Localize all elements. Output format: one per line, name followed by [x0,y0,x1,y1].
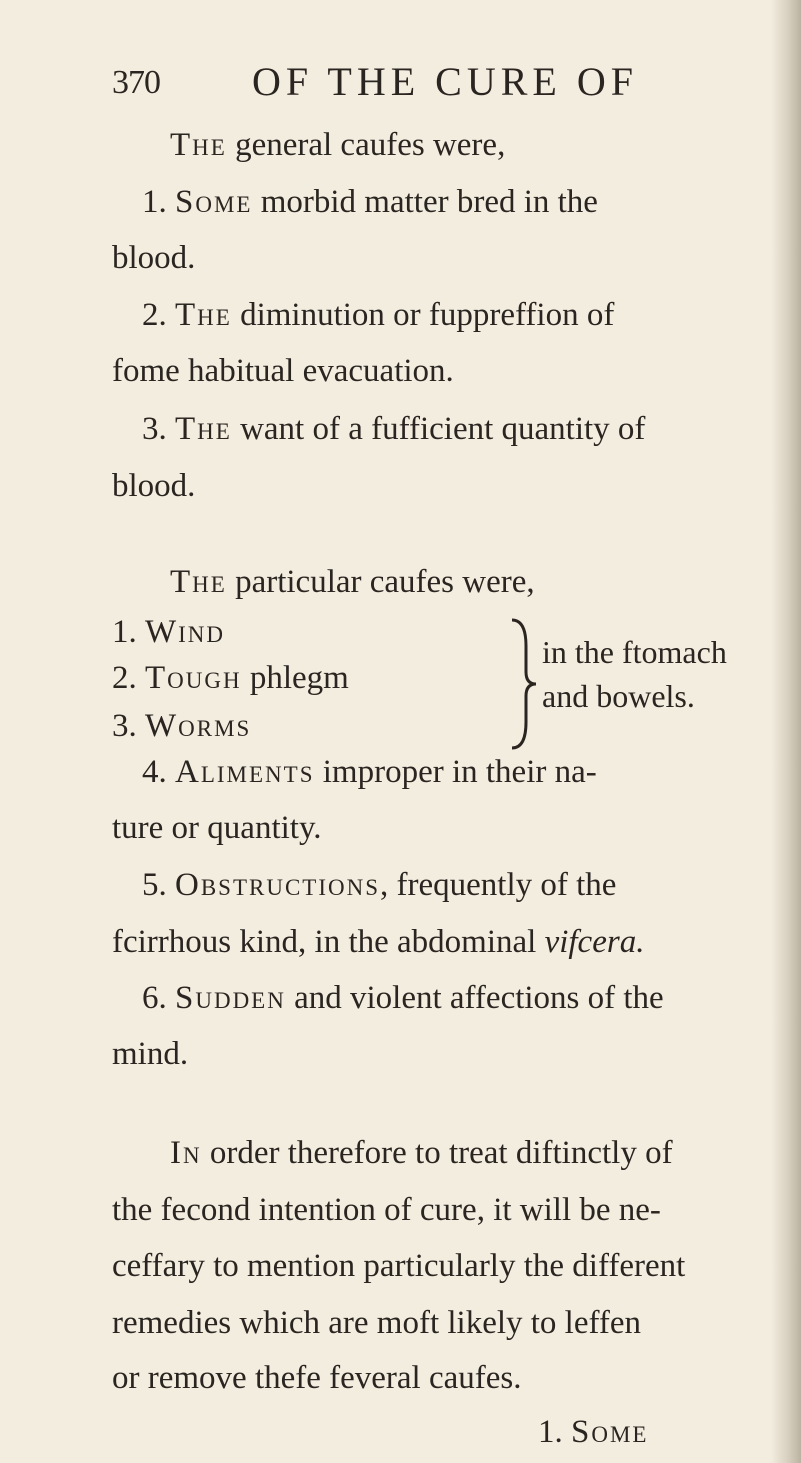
general-item-2-cont: fome habitual evacuation. [112,353,454,389]
closing-line-4: remedies which are moft likely to leffen [112,1305,642,1341]
general-item-3-cont: blood. [112,468,196,504]
general-item-1-cont: blood. [112,240,196,276]
closing-line-5: or remove thefe feveral caufes. [112,1360,522,1396]
closing-line-2: the fecond intention of cure, it will be ne- [112,1192,661,1228]
particular-item-1: 1. Wind [112,614,226,650]
general-item-1: 1. Some morbid matter bred in the [142,184,598,220]
particular-item-6-cont: mind. [112,1036,189,1072]
particular-intro: The particular caufes were, [170,564,535,600]
general-item-3: 3. The want of a fufficient quantity of [142,411,646,447]
closing-line-1: In order therefore to treat diftinctly of [170,1135,673,1171]
particular-item-6: 6. Sudden and violent affections of the [142,980,664,1016]
brace-text-1: in the ftomach [542,634,727,670]
particular-item-3: 3. Worms [112,708,252,744]
particular-item-5: 5. Obstructions, frequently of the [142,867,617,903]
page-header [112,58,752,108]
catchword: 1. Some [538,1414,649,1450]
general-intro: The general caufes were, [170,127,506,163]
particular-item-4: 4. Aliments improper in their na- [142,754,597,790]
general-item-2: 2. The diminution or fuppreffion of [142,297,615,333]
running-head: OF THE CURE OF [252,59,638,104]
particular-item-2: 2. Tough phlegm [112,660,349,696]
particular-item-5-cont: fcirrhous kind, in the abdominal vifcera. [112,924,645,960]
curly-brace [508,616,538,752]
closing-line-3: ceffary to mention particularly the different [112,1248,686,1284]
page-edge-shadow [771,0,801,1463]
page-number: 370 [112,64,160,101]
particular-item-4-cont: ture or quantity. [112,810,322,846]
brace-text-2: and bowels. [542,678,695,714]
